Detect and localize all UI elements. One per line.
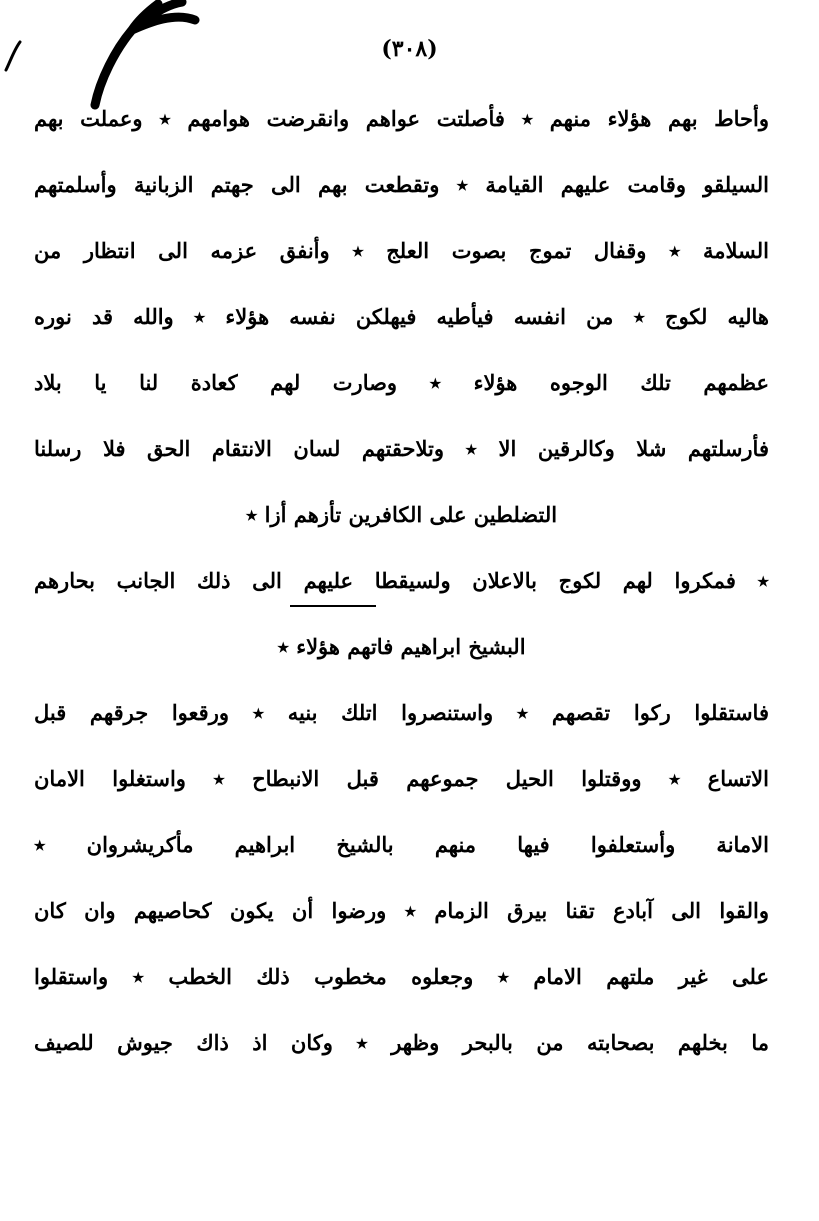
text-line-2: السيلقو وقامت عليهم القيامة ٭ وتقطعت بهم الى جهتم الزبانية وأسلمتهم xyxy=(34,172,769,197)
text-line-1: وأحاط بهم هؤلاء منهم ٭ فأصلتت عواهم وانقرضت هوامهم ٭ وعملت بهم xyxy=(34,106,769,131)
text-line-13: والقوا الى آبادع تقنا بيرق الزمام ٭ ورضوا أن يكون كحاصيهم وان كان xyxy=(34,898,769,923)
page-number: (٣٠٨) xyxy=(381,36,438,62)
text-line-10: فاستقلوا ركوا تقصهم ٭ واستنصروا اتلك بنيه ٭ ورقعوا جرقهم قبل xyxy=(34,700,769,725)
text-line-8: ٭ فمكروا لهم لكوج بالاعلان ولسيقطا عليهم الى ذلك الجانب بحارهم xyxy=(34,568,769,593)
text-line-4: هاليه لكوج ٭ من انفسه فيأطيه فيهلكن نفسه هؤلاء ٭ والله قد نوره xyxy=(34,304,769,329)
text-line-14: على غير ملتهم الامام ٭ وجعلوه مخطوب ذلك الخطب ٭ واستقلوا xyxy=(34,964,769,989)
section-rule xyxy=(290,605,376,607)
text-line-7: التضلطين على الكافرين تأزهم أزا ٭ xyxy=(245,502,558,527)
text-line-15: ما بخلهم بصحابته من بالبحر وظهر ٭ وكان اذ ذاك جيوش للصيف xyxy=(34,1030,769,1055)
text-line-3: السلامة ٭ وقفال تموج بصوت العلج ٭ وأنفق عزمه الى انتظار من xyxy=(34,238,769,263)
text-line-5: عظمهم تلك الوجوه هؤلاء ٭ وصارت لهم كعادة لنا يا بلاد xyxy=(34,370,769,395)
text-line-6: فأرسلتهم شلا وكالرقين الا ٭ وتلاحقتهم لسان الانتقام الحق فلا رسلنا xyxy=(34,436,769,461)
text-line-9: البشيخ ابراهيم فاتهم هؤلاء ٭ xyxy=(277,634,526,659)
text-line-11: الاتساع ٭ ووقتلوا الحيل جموعهم قبل الانبطاح ٭ واستغلوا الامان xyxy=(34,766,769,791)
text-line-12: الامانة وأستعلفوا فيها منهم بالشيخ ابراهيم مأكريشروان ٭ xyxy=(34,832,769,857)
